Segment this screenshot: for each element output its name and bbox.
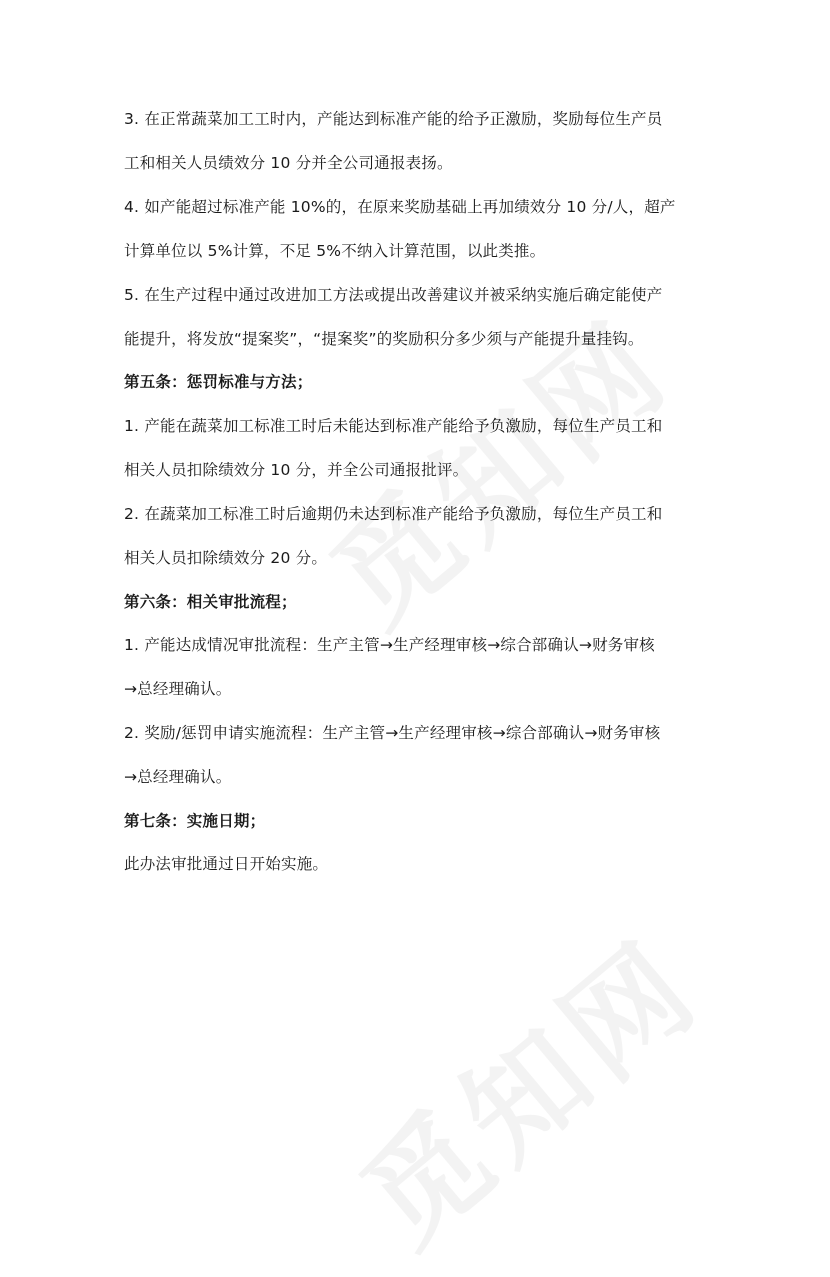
watermark	[320, 895, 729, 1277]
paragraph-line: 1. 产能达成情况审批流程：生产主管→生产经理审核→综合部确认→财务审核	[124, 636, 655, 654]
paragraph-line: 能提升，将发放“提案奖”，“提案奖”的奖励积分多少须与产能提升量挂钩。	[124, 330, 644, 348]
paragraph-line: 5. 在生产过程中通过改进加工方法或提出改善建议并被采纳实施后确定能使产	[124, 286, 663, 304]
paragraph-line: →总经理确认。	[124, 680, 232, 698]
paragraph-line: 3. 在正常蔬菜加工工时内，产能达到标准产能的给予正激励，奖励每位生产员	[124, 110, 663, 128]
paragraph-line: 1. 产能在蔬菜加工标准工时后未能达到标准产能给予负激励，每位生产员工和	[124, 417, 663, 435]
paragraph-line: 工和相关人员绩效分 10 分并全公司通报表扬。	[124, 154, 453, 172]
paragraph-line: 2. 奖励/惩罚申请实施流程：生产主管→生产经理审核→综合部确认→财务审核	[124, 724, 661, 742]
section-heading: 第五条：惩罚标准与方法；	[124, 373, 313, 391]
paragraph-line: →总经理确认。	[124, 768, 232, 786]
section-heading: 第七条：实施日期；	[124, 812, 266, 830]
paragraph-line: 相关人员扣除绩效分 20 分。	[124, 549, 328, 567]
paragraph-line: 2. 在蔬菜加工标准工时后逾期仍未达到标准产能给予负激励，每位生产员工和	[124, 505, 663, 523]
paragraph-line: 计算单位以 5%计算，不足 5%不纳入计算范围，以此类推。	[124, 242, 546, 260]
section-heading: 第六条：相关审批流程；	[124, 593, 297, 611]
paragraph-line: 相关人员扣除绩效分 10 分，并全公司通报批评。	[124, 461, 469, 479]
paragraph-line: 此办法审批通过日开始实施。	[124, 855, 329, 873]
paragraph-line: 4. 如产能超过标准产能 10%的，在原来奖励基础上再加绩效分 10 分/人，超产	[124, 198, 676, 216]
